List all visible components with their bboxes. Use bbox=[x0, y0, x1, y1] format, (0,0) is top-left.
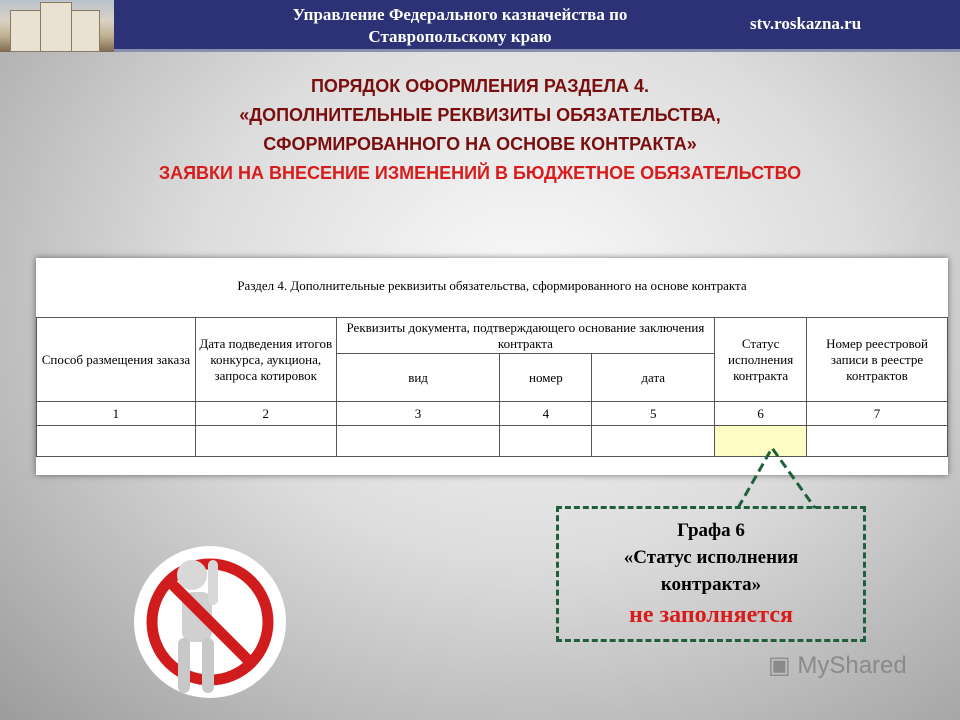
col-header-data: дата bbox=[592, 354, 715, 402]
col-number: 6 bbox=[715, 402, 807, 426]
page-number: 9 bbox=[925, 702, 931, 714]
title-line3: СФОРМИРОВАННОГО НА ОСНОВЕ КОНТРАКТА» bbox=[263, 134, 697, 154]
callout-line1: Графа 6 bbox=[677, 520, 745, 541]
col-header-6: Статус исполнения контракта bbox=[715, 318, 807, 402]
callout-line3: контракта» bbox=[660, 574, 762, 595]
col-number: 1 bbox=[37, 402, 196, 426]
col-header-vid: вид bbox=[336, 354, 500, 402]
callout-line2: «Статус исполнения bbox=[623, 547, 799, 568]
title-line2: «ДОПОЛНИТЕЛЬНЫЕ РЕКВИЗИТЫ ОБЯЗАТЕЛЬСТВА, bbox=[239, 105, 721, 125]
col-number: 7 bbox=[807, 402, 948, 426]
col-header-3: Реквизиты документа, подтверждающего основание заключения контракта bbox=[336, 318, 714, 354]
callout-warning: не заполняется bbox=[629, 602, 793, 628]
col-number: 4 bbox=[500, 402, 592, 426]
callout-box bbox=[556, 506, 866, 642]
title-line4: ЗАЯВКИ НА ВНЕСЕНИЕ ИЗМЕНЕНИЙ В БЮДЖЕТНОЕ ОБЯЗАТЕЛЬСТВО bbox=[158, 163, 802, 183]
table-caption: Раздел 4. Дополнительные реквизиты обязательства, сформированного на основе контракта bbox=[237, 278, 747, 293]
col-number: 3 bbox=[336, 402, 500, 426]
col-header-nomer: номер bbox=[500, 354, 592, 402]
header-title-line2: Ставропольскому краю bbox=[368, 27, 552, 46]
col-number: 2 bbox=[195, 402, 336, 426]
col-number: 5 bbox=[592, 402, 715, 426]
watermark bbox=[768, 652, 907, 680]
title-line1: ПОРЯДОК ОФОРМЛЕНИЯ РАЗДЕЛА 4. bbox=[310, 76, 650, 96]
col-header-1: Способ размещения заказа bbox=[37, 318, 196, 402]
prohibition-figure-icon bbox=[130, 540, 290, 710]
presentation-icon: ▣ bbox=[768, 652, 798, 679]
header-title-line1: Управление Федерального казначейства по bbox=[292, 5, 628, 24]
col-header-2: Дата подведения итогов конкурса, аукциона, запроса котировок bbox=[195, 318, 336, 402]
col-header-7: Номер реестровой записи в реестре контрактов bbox=[807, 318, 948, 402]
header-site[interactable]: stv.roskazna.ru bbox=[750, 14, 862, 33]
watermark-text: MyShared bbox=[797, 652, 907, 679]
